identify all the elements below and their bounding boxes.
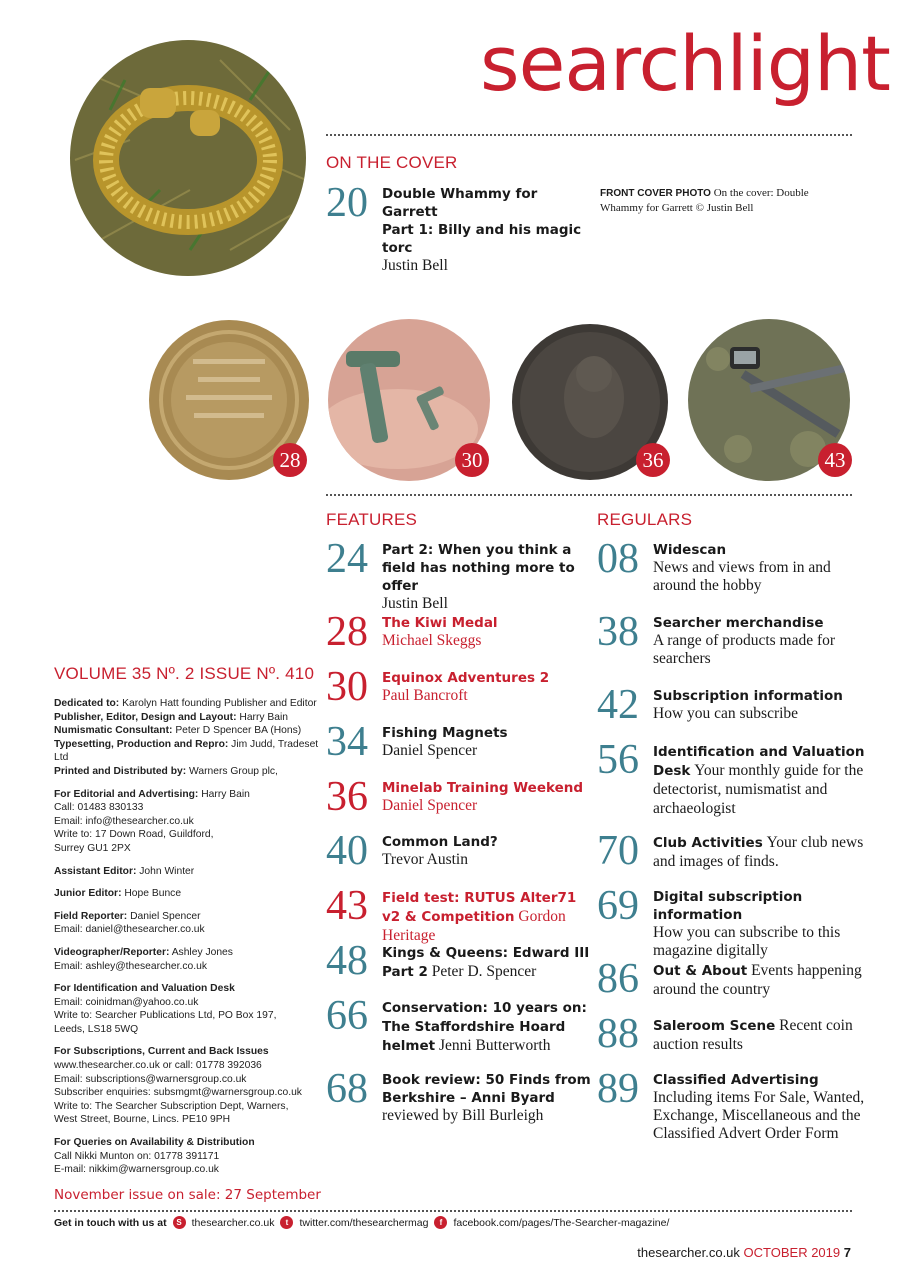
website-link[interactable]: thesearcher.co.uk (191, 1216, 275, 1229)
feature-author: Michael Skeggs (382, 632, 482, 649)
feature-item[interactable] (326, 719, 591, 765)
regular-item[interactable] (597, 682, 865, 728)
feature-item[interactable] (326, 1066, 591, 1125)
regular-title: Classified Advertising (653, 1072, 819, 1088)
regular-page-number: 42 (597, 682, 639, 728)
regular-item[interactable] (597, 609, 865, 668)
divider (54, 1210, 852, 1212)
divider (326, 134, 852, 136)
feature-item[interactable] (326, 774, 591, 820)
feature-title: The Kiwi Medal (382, 615, 498, 631)
feature-author: Daniel Spencer (382, 742, 478, 759)
regular-title: Digital subscription information (653, 889, 803, 923)
page-badge-43[interactable]: 43 (818, 443, 852, 477)
regular-page-number: 88 (597, 1011, 639, 1057)
regular-page-number: 56 (597, 737, 639, 783)
regulars-heading: REGULARS (597, 510, 693, 529)
feature-title: Common Land? (382, 834, 498, 850)
feature-item[interactable] (326, 828, 591, 874)
feature-page-number: 24 (326, 536, 368, 582)
regular-item[interactable] (597, 1066, 865, 1143)
feature-page-number: 30 (326, 664, 368, 710)
feature-item[interactable] (326, 883, 591, 945)
regular-page-number: 70 (597, 828, 639, 874)
feature-author: Jenni Butterworth (438, 1037, 551, 1054)
regular-description: Including items For Sale, Wanted, Exchange, Miscellaneous and the Classified Advert Order Form (653, 1089, 865, 1142)
page-badge-30[interactable]: 30 (455, 443, 489, 477)
regular-page-number: 38 (597, 609, 639, 655)
feature-author: Trevor Austin (382, 851, 468, 868)
on-the-cover-heading: ON THE COVER (326, 153, 458, 172)
volume-issue: VOLUME 35 Nº. 2 ISSUE Nº. 410 (54, 664, 315, 683)
feature-page-number: 34 (326, 719, 368, 765)
regular-description: Events happening around the country (653, 962, 862, 998)
regular-page-number: 69 (597, 883, 639, 929)
feature-title: Book review: 50 Finds from Berkshire – Anni Byard (382, 1072, 591, 1106)
regular-item[interactable] (597, 883, 867, 960)
feature-item[interactable] (326, 993, 591, 1055)
regular-page-number: 86 (597, 956, 639, 1002)
feature-title: Field test: RUTUS Alter71 v2 & Competition (382, 890, 577, 925)
page-number: 7 (843, 1245, 851, 1260)
regular-title: Saleroom Scene (653, 1018, 776, 1034)
cover-page-number: 20 (326, 180, 368, 226)
feature-title: Part 2: When you think a field has nothing more to offer (382, 542, 575, 594)
feature-page-number: 48 (326, 938, 368, 984)
footer-site: thesearcher.co.uk (637, 1245, 740, 1260)
regular-title: Subscription information (653, 688, 843, 704)
feature-author: reviewed by Bill Burleigh (382, 1107, 544, 1124)
feature-item[interactable] (326, 664, 591, 710)
editorial-email-link[interactable]: Email: info@thesearcher.co.uk (54, 815, 194, 827)
regular-description: Recent coin auction results (653, 1017, 853, 1053)
features-heading: FEATURES (326, 510, 418, 529)
feature-item[interactable] (326, 609, 591, 655)
regular-item[interactable] (597, 737, 865, 818)
regular-description: How you can subscribe to this magazine digitally (653, 924, 841, 959)
feature-title: Conservation: 10 years on: The Staffordshire Hoard helmet (382, 1000, 587, 1054)
cover-title-line1: Double Whammy for Garrett (382, 186, 538, 220)
regular-title: Identification and Valuation Desk (653, 744, 865, 779)
feature-author: Gordon Heritage (382, 908, 566, 944)
page-footer (637, 1245, 851, 1260)
regular-item[interactable] (597, 828, 865, 874)
page-badge-36[interactable]: 36 (636, 443, 670, 477)
on-sale-notice: November issue on sale: 27 September (54, 1187, 321, 1203)
front-cover-credit: FRONT COVER PHOTO On the cover: Double Whammy for Garrett © Justin Bell (600, 187, 809, 214)
regular-description: How you can subscribe (653, 705, 799, 722)
twitter-link[interactable]: twitter.com/thesearchermag (299, 1216, 429, 1229)
regular-description: News and views from in and around the hobby (653, 559, 831, 594)
regular-description: Your monthly guide for the detectorist, numismatist and archaeologist (653, 762, 864, 817)
twitter-icon: t (280, 1216, 293, 1229)
feature-title: Kings & Queens: Edward III Part 2 (382, 945, 590, 980)
feature-title: Minelab Training Weekend (382, 780, 584, 796)
feature-page-number: 36 (326, 774, 368, 820)
regular-item[interactable] (597, 956, 865, 1002)
feature-page-number: 66 (326, 993, 368, 1039)
facebook-icon: f (434, 1216, 447, 1229)
regular-page-number: 89 (597, 1066, 639, 1112)
regular-title: Out & About (653, 963, 748, 979)
regular-page-number: 08 (597, 536, 639, 582)
feature-author: Peter D. Spencer (431, 963, 537, 980)
masthead: searchlight (480, 19, 890, 108)
feature-author: Justin Bell (382, 595, 448, 612)
page-badge-28[interactable]: 28 (273, 443, 307, 477)
credits-block: Dedicated to: Karolyn Hatt founding Publisher and Editor Publisher, Editor, Design and Layout: Harry Bain Numismatic Consultant: Peter D Spencer BA (Hons) Typesetting, Production and Repro: Jim Judd, Tradeset Ltd Printed and Distributed by: Warners Group plc, For Editorial and Advertising: Harry Bain Call: 01483 830133 Email: info@thesearcher.co.uk Write to: 17 Down Road, Guildford, Surrey GU1 2PX Assistant Editor: John Winter Junior Editor: Hope Bunce Field Reporter: Daniel Spencer Email: daniel@thesearcher.co.uk Videographer/Reporter: Ashley Jones Email: ashley@thesearcher.co.uk For Identification and Valuation Desk Email: coinidman@yahoo.co.uk Write to: Searcher Publications Ltd, PO Box 197, Leeds, LS18 5WQ For Subscriptions, Current and Back Issues www.thesearcher.co.uk or call: 01778 392036 Email: subscriptions@warnersgroup.co.uk Subscriber enquiries: subsmgmt@warnersgroup.co.uk Write to: The Searcher Subscription Dept, Warners, West Street, Bourne, Lincs. PE10 9PH For Queries on Availability & Distribution Call Nikki Munton on: 01778 391171 E-mail: nikkim@warnersgroup.co.uk (54, 698, 319, 1176)
regular-title: Club Activities (653, 835, 763, 851)
feature-author: Paul Bancroft (382, 687, 468, 704)
regular-item[interactable] (597, 1011, 865, 1057)
feature-author: Daniel Spencer (382, 797, 478, 814)
divider (326, 494, 852, 496)
cover-title-line2: Part 1: Billy and his magic torc (382, 222, 582, 256)
feature-item[interactable] (326, 938, 591, 984)
feature-item[interactable] (326, 536, 591, 613)
cover-author: Justin Bell (382, 257, 448, 274)
regular-description: Your club news and images of finds. (653, 834, 864, 870)
feature-title: Equinox Adventures 2 (382, 670, 550, 686)
footer-issue: OCTOBER 2019 (743, 1245, 841, 1260)
regular-item[interactable] (597, 536, 865, 595)
footer-contacts (54, 1216, 669, 1229)
cover-story[interactable] (326, 180, 596, 275)
regular-title: Widescan (653, 542, 727, 558)
regular-title: Searcher merchandise (653, 615, 824, 631)
feature-title: Fishing Magnets (382, 725, 508, 741)
feature-page-number: 68 (326, 1066, 368, 1112)
feature-page-number: 40 (326, 828, 368, 874)
regular-description: A range of products made for searchers (653, 632, 836, 667)
contact-label: Get in touch with us at (54, 1216, 167, 1229)
feature-page-number: 43 (326, 883, 368, 929)
searcher-site-icon: S (173, 1216, 186, 1229)
feature-page-number: 28 (326, 609, 368, 655)
facebook-link[interactable]: facebook.com/pages/The-Searcher-magazine/ (453, 1216, 670, 1229)
cover-photo (70, 40, 306, 276)
